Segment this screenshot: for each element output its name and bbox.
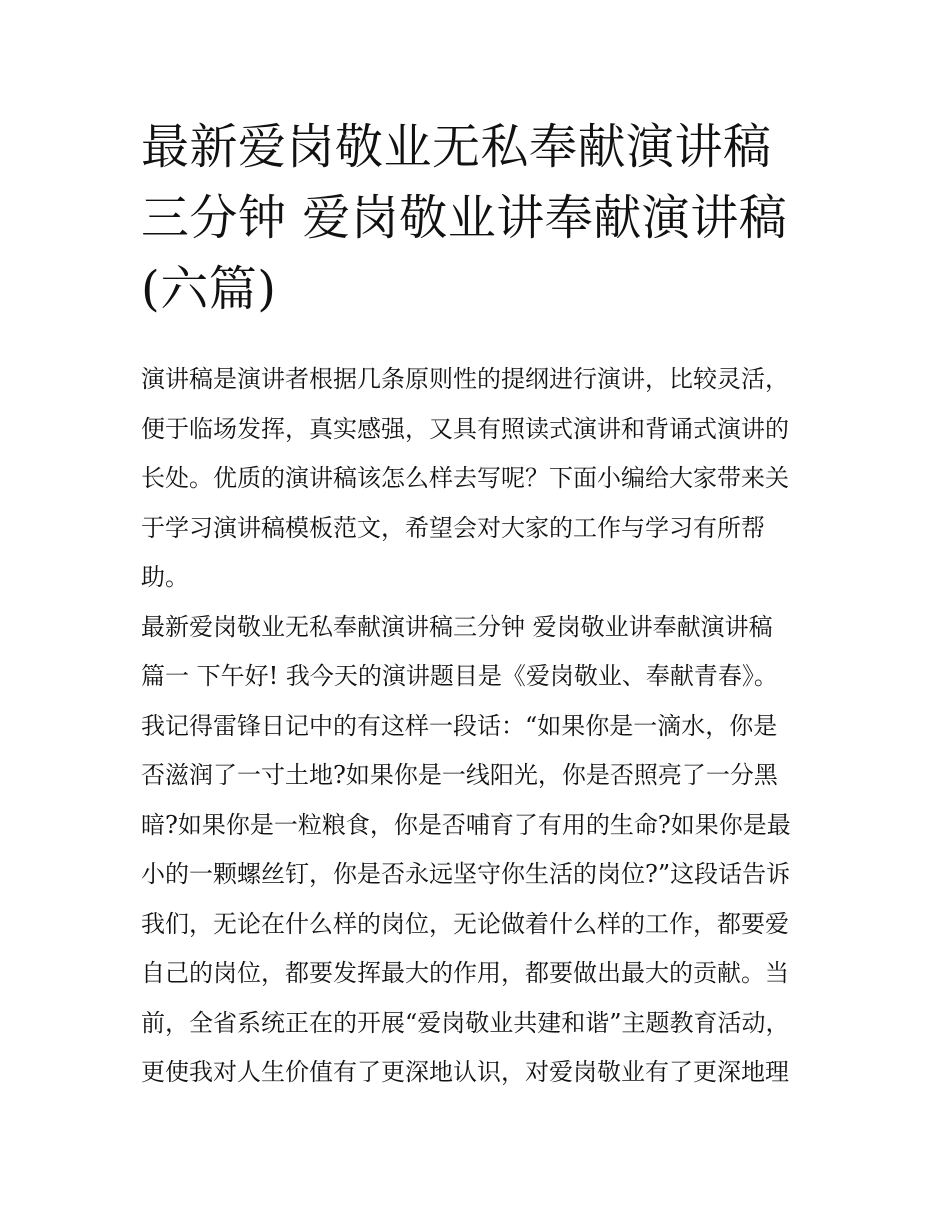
body-line: 更使我对人生价值有了更深地认识，对爱岗敬业有了更深地理 [141,1058,789,1086]
body-line: 长处。优质的演讲稿该怎么样去写呢？下面小编给大家带来关 [141,464,789,492]
body-line: 便于临场发挥，真实感强，又具有照读式演讲和背诵式演讲的 [141,414,789,443]
body-line: 助。 [141,563,189,591]
title-line: (六篇) [141,261,277,317]
body-line: 于学习演讲稿模板范文，希望会对大家的工作与学习有所帮 [141,513,765,542]
body-line: 演讲稿是演讲者根据几条原则性的提纲进行演讲，比较灵活， [141,365,789,393]
body-line: 我们，无论在什么样的岗位，无论做着什么样的工作，都要爱 [141,909,789,938]
title-line: 三分钟 爱岗敬业讲奉献演讲稿 [141,190,788,246]
document-title [141,112,821,325]
body-line: 自己的岗位，都要发挥最大的作用，都要做出最大的贡献。当 [141,959,789,987]
body-line: 小的一颗螺丝钉，你是否永远坚守你生活的岗位?”这段话告诉 [141,860,791,888]
body-line: 前，全省系统正在的开展“爱岗敬业共建和谐”主题教育活动， [141,1008,790,1037]
body-line: 篇一 下午好! 我今天的演讲题目是《爱岗敬业、奉献青春》。 [141,662,778,690]
document-body [141,355,821,1098]
body-line: 最新爱岗敬业无私奉献演讲稿三分钟 爱岗敬业讲奉献演讲稿 [141,612,773,641]
body-line: 暗?如果你是一粒粮食，你是否哺育了有用的生命?如果你是最 [141,810,791,839]
body-line: 我记得雷锋日记中的有这样一段话：“如果你是一滴水，你是 [141,711,778,740]
body-line: 否滋润了一寸土地?如果你是一线阳光，你是否照亮了一分黑 [141,761,778,789]
title-line: 最新爱岗敬业无私奉献演讲稿 [141,119,772,175]
